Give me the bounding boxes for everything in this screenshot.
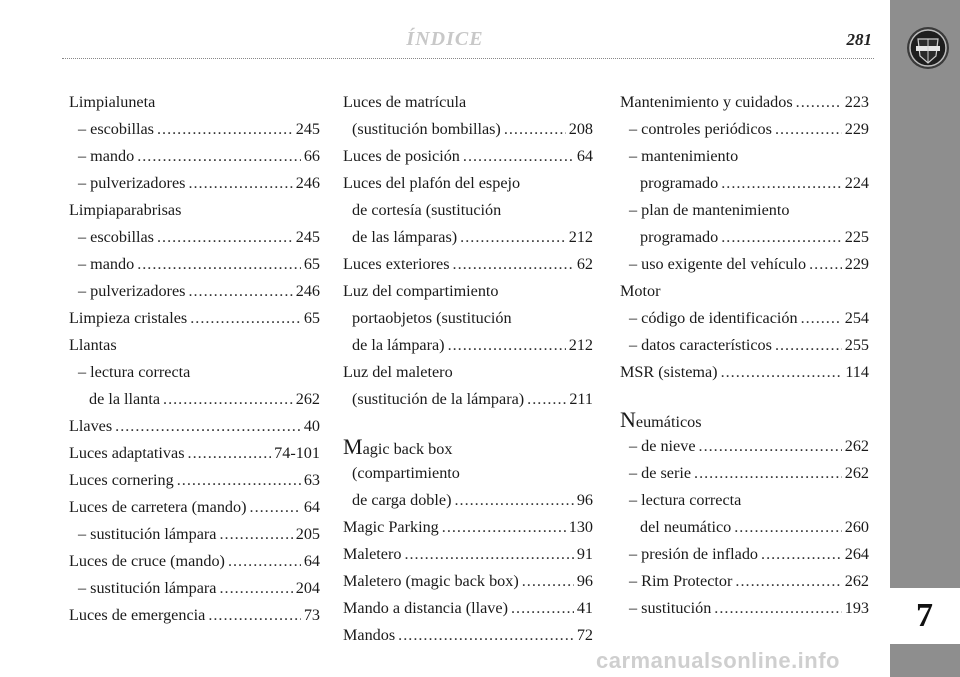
dot-leader — [448, 332, 566, 359]
dot-leader — [404, 541, 573, 568]
index-entry-text: – mando — [78, 255, 135, 273]
index-page-number[interactable]: 262 — [844, 437, 869, 455]
dot-leader — [219, 521, 292, 548]
index-entry-text: Luces de carretera (mando) — [69, 498, 247, 516]
index-entry — [343, 433, 593, 514]
index-entry-line — [69, 359, 320, 386]
index-entry — [343, 568, 593, 595]
index-entry-text: MSR (sistema) — [620, 363, 718, 381]
index-entry-line — [69, 143, 320, 170]
index-entry-text: Luces del plafón del espejo — [343, 174, 521, 192]
index-entry — [69, 440, 320, 467]
dot-leader — [721, 359, 843, 386]
index-page-number[interactable]: 193 — [844, 599, 869, 617]
index-entry-line — [343, 460, 593, 487]
index-entry-line — [69, 89, 320, 116]
index-entry — [620, 251, 869, 278]
index-entry — [69, 413, 320, 440]
index-entry — [620, 278, 869, 305]
dot-leader — [721, 170, 842, 197]
index-entry-line — [69, 575, 320, 602]
index-page-number[interactable]: 40 — [303, 417, 320, 435]
index-entry-text: – de serie — [629, 464, 692, 482]
index-entry — [343, 89, 593, 143]
index-entry-line — [343, 116, 593, 143]
dot-leader — [177, 467, 301, 494]
index-entry-text: – lectura correcta — [629, 491, 742, 509]
dot-leader — [735, 568, 841, 595]
index-entry-line — [343, 143, 593, 170]
dot-leader — [504, 116, 566, 143]
index-entry-text: Limpieza cristales — [69, 309, 188, 327]
index-page-number[interactable]: 64 — [303, 498, 320, 516]
dot-leader — [527, 386, 566, 413]
index-page-number[interactable]: 66 — [303, 147, 320, 165]
index-entry — [620, 433, 869, 460]
dot-leader — [511, 595, 574, 622]
index-entry — [620, 359, 869, 386]
index-entry — [343, 595, 593, 622]
index-entry-text: – datos característicos — [629, 336, 772, 354]
dot-leader — [188, 440, 272, 467]
index-entry — [343, 359, 593, 413]
dot-leader — [115, 413, 301, 440]
index-entry-line — [620, 541, 869, 568]
side-band — [890, 0, 960, 677]
index-page-number[interactable]: 245 — [295, 228, 320, 246]
section-gap — [343, 413, 593, 433]
index-entry — [69, 521, 320, 548]
dot-leader — [442, 514, 566, 541]
index-entry-text: – lectura correcta — [78, 363, 191, 381]
index-entry — [620, 487, 869, 541]
index-page-number[interactable]: 224 — [844, 174, 869, 192]
index-entry-text: de carga doble) — [352, 491, 452, 509]
index-entry-line — [343, 386, 593, 413]
index-entry-line — [620, 359, 869, 386]
index-entry-line — [69, 467, 320, 494]
index-entry — [69, 494, 320, 521]
index-entry-text: Limpiaparabrisas — [69, 201, 182, 219]
index-entry-line — [343, 359, 593, 386]
index-entry-text: portaobjetos (sustitución — [352, 309, 512, 327]
index-entry — [69, 467, 320, 494]
index-entry-text: – pulverizadores — [78, 174, 186, 192]
index-page-number[interactable]: 91 — [576, 545, 593, 563]
index-entry — [69, 305, 320, 332]
index-entry-line — [343, 622, 593, 649]
index-page-number[interactable]: 72 — [576, 626, 593, 644]
header-rule — [62, 58, 874, 59]
index-page-number[interactable]: 225 — [844, 228, 869, 246]
index-entry-text: – escobillas — [78, 120, 154, 138]
dot-leader — [694, 460, 842, 487]
index-page-number[interactable]: 208 — [568, 120, 593, 138]
index-entry-line — [69, 278, 320, 305]
index-page-number[interactable]: 65 — [303, 309, 320, 327]
dot-leader — [228, 548, 301, 575]
dot-leader — [250, 494, 301, 521]
index-page-number[interactable]: 262 — [844, 572, 869, 590]
index-entry-text: – mando — [78, 147, 135, 165]
index-entry-text: de las lámparas) — [352, 228, 458, 246]
page-number: 281 — [846, 30, 872, 49]
index-page-number[interactable]: 212 — [568, 336, 593, 354]
index-entry-text: Luces exteriores — [343, 255, 450, 273]
index-entry-line — [69, 386, 320, 413]
index-entry — [69, 143, 320, 170]
index-entry-line — [343, 487, 593, 514]
watermark: carmanualsonline.info — [596, 648, 840, 673]
index-entry — [620, 568, 869, 595]
index-entry — [620, 332, 869, 359]
index-entry-text: – escobillas — [78, 228, 154, 246]
index-entry-line — [620, 197, 869, 224]
index-entry-line — [620, 224, 869, 251]
index-page-number[interactable]: 65 — [303, 255, 320, 273]
dot-leader — [219, 575, 292, 602]
index-entry — [620, 541, 869, 568]
index-page-number[interactable]: 260 — [844, 518, 869, 536]
dot-leader — [699, 433, 842, 460]
index-page-number[interactable]: 96 — [576, 572, 593, 590]
index-entry-text: – código de identificación — [629, 309, 798, 327]
dot-leader — [714, 595, 841, 622]
index-entry-line — [343, 278, 593, 305]
index-entry-line — [620, 406, 869, 433]
index-entry — [620, 89, 869, 116]
index-page-number[interactable]: 245 — [295, 120, 320, 138]
index-entry — [620, 406, 869, 433]
index-entry-text: Maletero (magic back box) — [343, 572, 519, 590]
index-entry-text: Luz del compartimiento — [343, 282, 499, 300]
index-entry-line — [620, 514, 869, 541]
index-page-number[interactable]: 74-101 — [274, 444, 320, 462]
dot-leader — [809, 251, 842, 278]
index-page-number[interactable]: 41 — [576, 599, 593, 617]
index-page-number[interactable]: 211 — [569, 390, 593, 408]
index-entry-text: Luces de posición — [343, 147, 460, 165]
index-page-number[interactable]: 204 — [295, 579, 320, 597]
dot-leader — [137, 143, 301, 170]
index-entry-text: de la lámpara) — [352, 336, 445, 354]
dot-leader — [734, 514, 841, 541]
lancia-logo-icon — [906, 26, 950, 70]
dot-leader — [398, 622, 574, 649]
index-entry-text: – pulverizadores — [78, 282, 186, 300]
index-entry-line — [620, 305, 869, 332]
index-entry-line — [69, 332, 320, 359]
index-entry-text: programado — [640, 228, 719, 246]
dot-leader — [796, 89, 842, 116]
index-entry-text: – Rim Protector — [629, 572, 733, 590]
index-entry-line — [69, 170, 320, 197]
dot-leader — [801, 305, 842, 332]
index-entry-text: (sustitución bombillas) — [352, 120, 501, 138]
dot-leader — [775, 116, 842, 143]
index-entry-line — [620, 116, 869, 143]
dot-leader — [163, 386, 293, 413]
index-page-number[interactable]: 264 — [844, 545, 869, 563]
index-entry-line — [69, 251, 320, 278]
index-page-number[interactable]: 64 — [303, 552, 320, 570]
index-page-number[interactable]: 229 — [844, 120, 869, 138]
index-entry — [69, 116, 320, 143]
dot-leader — [188, 170, 292, 197]
index-entry-line — [343, 568, 593, 595]
index-entry-text: Mando a distancia (llave) — [343, 599, 508, 617]
index-entry-line — [620, 487, 869, 514]
index-entry — [69, 224, 320, 251]
index-page-number[interactable]: 223 — [844, 93, 869, 111]
index-entry-line — [343, 433, 593, 460]
index-entry-text: Luz del maletero — [343, 363, 453, 381]
index-entry-line — [620, 278, 869, 305]
dot-leader — [453, 251, 574, 278]
index-entry — [620, 305, 869, 332]
index-entry — [343, 514, 593, 541]
index-entry-text: Llaves — [69, 417, 113, 435]
dot-leader — [157, 116, 293, 143]
dot-leader — [522, 568, 574, 595]
index-entry-text: (compartimiento — [352, 464, 460, 482]
index-entry-text: Maletero — [343, 545, 402, 563]
index-entry-text: Magic back box — [343, 434, 453, 459]
index-entry-line — [620, 433, 869, 460]
index-entry — [620, 116, 869, 143]
index-entry — [343, 170, 593, 251]
index-page-number[interactable]: 130 — [568, 518, 593, 536]
index-entry — [343, 278, 593, 359]
index-entry — [343, 622, 593, 649]
index-entry-text: – mantenimiento — [629, 147, 739, 165]
index-entry-line — [343, 305, 593, 332]
dot-leader — [137, 251, 301, 278]
index-entry-line — [69, 602, 320, 629]
index-page-number[interactable]: 63 — [303, 471, 320, 489]
index-entry-line — [343, 89, 593, 116]
index-entry-line — [620, 595, 869, 622]
index-page-number[interactable]: 62 — [576, 255, 593, 273]
index-entry-line — [69, 548, 320, 575]
index-entry-text: (sustitución de la lámpara) — [352, 390, 525, 408]
index-entry-text: Luces de emergencia — [69, 606, 206, 624]
index-entry — [620, 595, 869, 622]
index-entry-line — [343, 595, 593, 622]
index-page-number[interactable]: 229 — [844, 255, 869, 273]
index-page-number[interactable]: 246 — [295, 282, 320, 300]
index-entry-text: – plan de mantenimiento — [629, 201, 790, 219]
index-entry — [69, 602, 320, 629]
index-entry-line — [343, 332, 593, 359]
index-entry — [69, 89, 320, 116]
index-entry-line — [620, 568, 869, 595]
index-page-number[interactable]: 73 — [303, 606, 320, 624]
index-entry-text: Luces de cruce (mando) — [69, 552, 225, 570]
index-entry-text: Mandos — [343, 626, 396, 644]
index-page-number[interactable]: 205 — [295, 525, 320, 543]
index-entry-text: Neumáticos — [620, 407, 702, 432]
index-entry-text: – de nieve — [629, 437, 696, 455]
dot-leader — [454, 487, 573, 514]
index-entry — [69, 359, 320, 413]
index-entry-line — [69, 413, 320, 440]
index-entry-text: – uso exigente del vehículo — [629, 255, 807, 273]
index-page-number[interactable]: 114 — [845, 363, 869, 381]
index-entry-line — [620, 170, 869, 197]
index-entry-text: Luces adaptativas — [69, 444, 185, 462]
index-entry — [343, 143, 593, 170]
index-entry-line — [620, 143, 869, 170]
index-entry-text: del neumático — [640, 518, 732, 536]
index-entry — [69, 332, 320, 359]
index-entry — [69, 251, 320, 278]
index-entry-text: Mantenimiento y cuidados — [620, 93, 793, 111]
index-entry-line — [343, 224, 593, 251]
index-entry-line — [343, 514, 593, 541]
index-entry-text: Limpialuneta — [69, 93, 156, 111]
index-entry-text: – controles periódicos — [629, 120, 772, 138]
index-entry-line — [343, 197, 593, 224]
index-entry-line — [69, 224, 320, 251]
index-entry — [620, 143, 869, 197]
index-page-number[interactable]: 96 — [576, 491, 593, 509]
index-entry-line — [343, 251, 593, 278]
index-entry-text: – presión de inflado — [629, 545, 759, 563]
index-entry-text: Luces cornering — [69, 471, 174, 489]
index-entry — [69, 575, 320, 602]
index-entry — [69, 170, 320, 197]
index-entry-line — [69, 440, 320, 467]
index-entry-line — [69, 494, 320, 521]
index-entry-line — [69, 305, 320, 332]
dot-leader — [190, 305, 301, 332]
index-entry-text: Motor — [620, 282, 661, 300]
index-entry-line — [343, 170, 593, 197]
index-page-number[interactable]: 255 — [844, 336, 869, 354]
index-entry-text: – sustitución lámpara — [78, 579, 217, 597]
index-entry-text: – sustitución lámpara — [78, 525, 217, 543]
index-entry-text: – sustitución — [629, 599, 712, 617]
dot-leader — [463, 143, 574, 170]
index-entry-line — [343, 541, 593, 568]
index-entry — [620, 460, 869, 487]
dot-leader — [761, 541, 842, 568]
index-entry-text: de cortesía (sustitución — [352, 201, 502, 219]
index-entry-line — [620, 460, 869, 487]
index-entry-text: Luces de matrícula — [343, 93, 467, 111]
index-page-number[interactable]: 212 — [568, 228, 593, 246]
index-page-number[interactable]: 262 — [844, 464, 869, 482]
index-entry — [69, 197, 320, 224]
index-column-3 — [620, 89, 869, 622]
index-page-number[interactable]: 64 — [576, 147, 593, 165]
index-entry-line — [620, 332, 869, 359]
index-page-number[interactable]: 246 — [295, 174, 320, 192]
index-entry-text: de la llanta — [89, 390, 161, 408]
section-gap — [620, 386, 869, 406]
index-entry-line — [69, 197, 320, 224]
index-page-number[interactable]: 254 — [844, 309, 869, 327]
index-entry-text: Llantas — [69, 336, 117, 354]
index-entry-text: programado — [640, 174, 719, 192]
index-column-2 — [343, 89, 593, 649]
index-entry — [620, 197, 869, 251]
index-page-number[interactable]: 262 — [295, 390, 320, 408]
dot-leader — [188, 278, 292, 305]
dot-leader — [157, 224, 293, 251]
index-entry-line — [69, 116, 320, 143]
index-entry — [343, 541, 593, 568]
index-entry-line — [620, 89, 869, 116]
dot-leader — [775, 332, 842, 359]
index-entry — [343, 251, 593, 278]
dot-leader — [208, 602, 300, 629]
dot-leader — [721, 224, 842, 251]
chapter-tab[interactable]: 7 — [889, 588, 960, 644]
index-entry-text: Magic Parking — [343, 518, 439, 536]
index-entry — [69, 278, 320, 305]
index-entry — [69, 548, 320, 575]
index-column-1 — [69, 89, 320, 629]
index-entry-line — [69, 521, 320, 548]
index-entry-line — [620, 251, 869, 278]
dot-leader — [460, 224, 566, 251]
page-title: ÍNDICE — [406, 28, 484, 50]
